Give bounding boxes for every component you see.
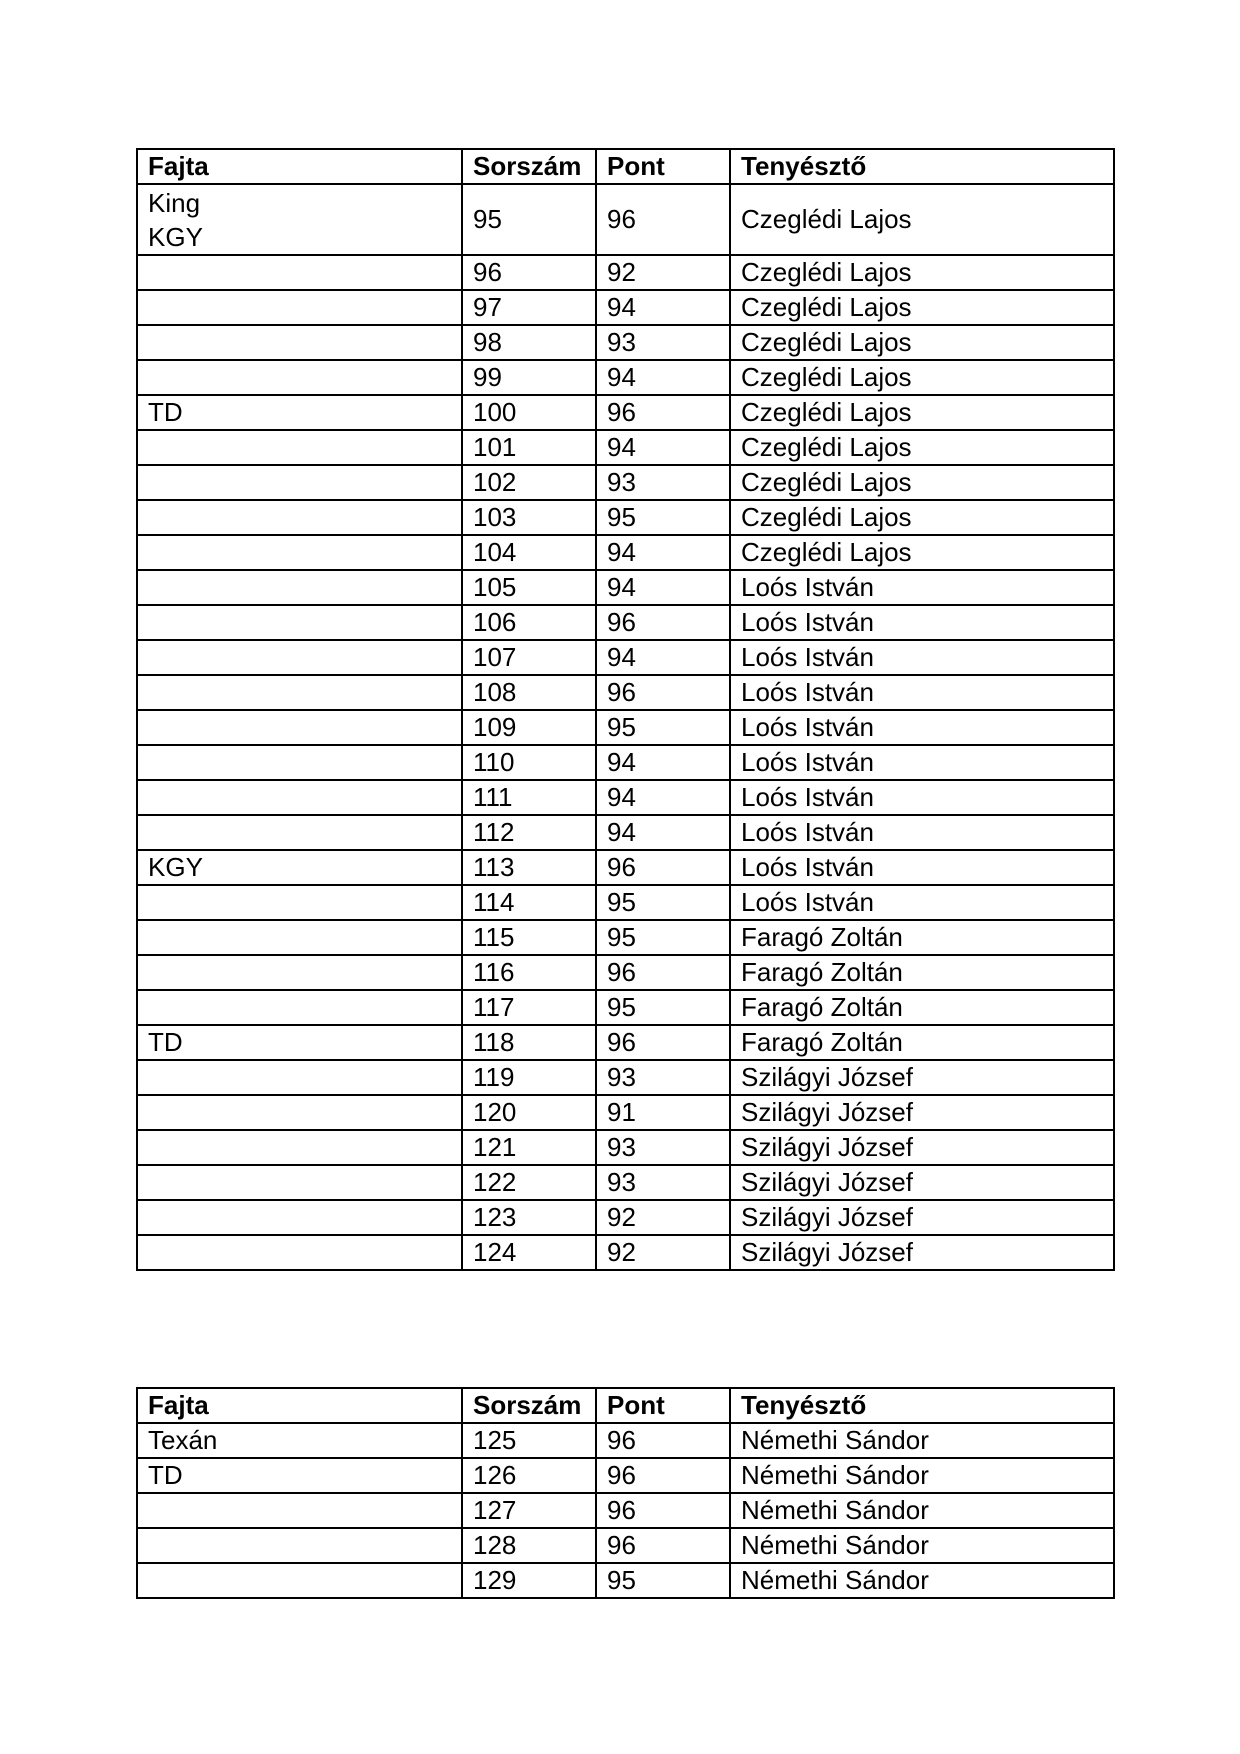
cell-tenyeszto: Szilágyi József <box>730 1200 1114 1235</box>
table-row <box>137 1493 1114 1528</box>
cell-sorszam: 124 <box>462 1235 596 1270</box>
cell-sorszam: 117 <box>462 990 596 1025</box>
cell-tenyeszto: Czeglédi Lajos <box>730 465 1114 500</box>
cell-fajta <box>137 1528 462 1563</box>
cell-sorszam: 105 <box>462 570 596 605</box>
cell-fajta: TD <box>137 395 462 430</box>
cell-fajta <box>137 1235 462 1270</box>
cell-fajta <box>137 710 462 745</box>
cell-sorszam: 115 <box>462 920 596 955</box>
table-row <box>137 675 1114 710</box>
cell-tenyeszto: Loós István <box>730 675 1114 710</box>
cell-tenyeszto: Czeglédi Lajos <box>730 255 1114 290</box>
cell-sorszam: 118 <box>462 1025 596 1060</box>
table-body <box>137 184 1114 1270</box>
cell-sorszam: 97 <box>462 290 596 325</box>
table-row <box>137 815 1114 850</box>
cell-tenyeszto: Szilágyi József <box>730 1235 1114 1270</box>
cell-tenyeszto: Czeglédi Lajos <box>730 290 1114 325</box>
cell-fajta <box>137 1060 462 1095</box>
table-row <box>137 920 1114 955</box>
table-row <box>137 605 1114 640</box>
cell-pont: 95 <box>596 885 730 920</box>
cell-tenyeszto: Loós István <box>730 815 1114 850</box>
cell-pont: 93 <box>596 465 730 500</box>
table-header <box>137 1388 1114 1423</box>
table-row <box>137 1458 1114 1493</box>
cell-fajta <box>137 465 462 500</box>
table-row <box>137 535 1114 570</box>
cell-fajta <box>137 815 462 850</box>
table-row <box>137 1095 1114 1130</box>
cell-pont: 96 <box>596 1458 730 1493</box>
table-row <box>137 395 1114 430</box>
cell-pont: 96 <box>596 184 730 255</box>
cell-pont: 92 <box>596 1200 730 1235</box>
cell-fajta <box>137 885 462 920</box>
header-pont: Pont <box>596 149 730 184</box>
cell-pont: 94 <box>596 815 730 850</box>
table-row <box>137 1130 1114 1165</box>
table-row <box>137 465 1114 500</box>
cell-tenyeszto: Loós István <box>730 570 1114 605</box>
cell-sorszam: 114 <box>462 885 596 920</box>
cell-tenyeszto: Czeglédi Lajos <box>730 500 1114 535</box>
cell-sorszam: 99 <box>462 360 596 395</box>
cell-tenyeszto: Faragó Zoltán <box>730 920 1114 955</box>
table-row <box>137 430 1114 465</box>
cell-tenyeszto: Faragó Zoltán <box>730 1025 1114 1060</box>
cell-pont: 96 <box>596 1493 730 1528</box>
header-row <box>137 1388 1114 1423</box>
cell-tenyeszto: Czeglédi Lajos <box>730 535 1114 570</box>
cell-pont: 96 <box>596 1528 730 1563</box>
cell-fajta <box>137 605 462 640</box>
cell-pont: 95 <box>596 710 730 745</box>
cell-pont: 92 <box>596 255 730 290</box>
table-row <box>137 780 1114 815</box>
cell-pont: 93 <box>596 1130 730 1165</box>
cell-sorszam: 111 <box>462 780 596 815</box>
cell-fajta <box>137 535 462 570</box>
cell-sorszam: 121 <box>462 1130 596 1165</box>
cell-fajta <box>137 360 462 395</box>
table-row <box>137 255 1114 290</box>
cell-fajta <box>137 675 462 710</box>
cell-tenyeszto: Loós István <box>730 710 1114 745</box>
cell-fajta <box>137 570 462 605</box>
cell-pont: 93 <box>596 1060 730 1095</box>
cell-fajta <box>137 1563 462 1598</box>
cell-tenyeszto: Szilágyi József <box>730 1060 1114 1095</box>
cell-tenyeszto: Czeglédi Lajos <box>730 360 1114 395</box>
results-table-1 <box>136 148 1115 1271</box>
cell-fajta <box>137 745 462 780</box>
header-sorszam: Sorszám <box>462 149 596 184</box>
cell-fajta <box>137 640 462 675</box>
cell-pont: 94 <box>596 780 730 815</box>
cell-pont: 96 <box>596 955 730 990</box>
header-fajta: Fajta <box>137 149 462 184</box>
table-body <box>137 1423 1114 1598</box>
table-row <box>137 955 1114 990</box>
cell-tenyeszto: Némethi Sándor <box>730 1423 1114 1458</box>
table-row <box>137 990 1114 1025</box>
table-row <box>137 184 1114 255</box>
table-row <box>137 290 1114 325</box>
cell-sorszam: 102 <box>462 465 596 500</box>
cell-tenyeszto: Czeglédi Lajos <box>730 430 1114 465</box>
cell-pont: 95 <box>596 990 730 1025</box>
cell-sorszam: 100 <box>462 395 596 430</box>
cell-sorszam: 120 <box>462 1095 596 1130</box>
cell-sorszam: 98 <box>462 325 596 360</box>
cell-pont: 94 <box>596 430 730 465</box>
table-row <box>137 1423 1114 1458</box>
cell-fajta <box>137 1130 462 1165</box>
cell-tenyeszto: Loós István <box>730 605 1114 640</box>
cell-tenyeszto: Szilágyi József <box>730 1130 1114 1165</box>
cell-fajta <box>137 500 462 535</box>
cell-tenyeszto: Czeglédi Lajos <box>730 325 1114 360</box>
cell-fajta <box>137 990 462 1025</box>
cell-sorszam: 128 <box>462 1528 596 1563</box>
cell-sorszam: 123 <box>462 1200 596 1235</box>
cell-sorszam: 116 <box>462 955 596 990</box>
cell-sorszam: 107 <box>462 640 596 675</box>
cell-pont: 96 <box>596 850 730 885</box>
cell-fajta <box>137 780 462 815</box>
cell-sorszam: 129 <box>462 1563 596 1598</box>
cell-tenyeszto: Faragó Zoltán <box>730 955 1114 990</box>
cell-tenyeszto: Némethi Sándor <box>730 1528 1114 1563</box>
cell-tenyeszto: Loós István <box>730 745 1114 780</box>
table-row <box>137 325 1114 360</box>
cell-pont: 96 <box>596 1423 730 1458</box>
table-row <box>137 1165 1114 1200</box>
cell-fajta <box>137 1095 462 1130</box>
header-tenyeszto: Tenyésztő <box>730 1388 1114 1423</box>
cell-tenyeszto: Némethi Sándor <box>730 1493 1114 1528</box>
cell-fajta <box>137 325 462 360</box>
cell-tenyeszto: Czeglédi Lajos <box>730 395 1114 430</box>
table-header <box>137 149 1114 184</box>
cell-pont: 96 <box>596 395 730 430</box>
cell-sorszam: 109 <box>462 710 596 745</box>
table-row <box>137 500 1114 535</box>
table-row <box>137 850 1114 885</box>
cell-pont: 96 <box>596 1025 730 1060</box>
cell-fajta: Texán <box>137 1423 462 1458</box>
cell-sorszam: 113 <box>462 850 596 885</box>
cell-sorszam: 95 <box>462 184 596 255</box>
cell-tenyeszto: Némethi Sándor <box>730 1563 1114 1598</box>
cell-sorszam: 127 <box>462 1493 596 1528</box>
table-row <box>137 1060 1114 1095</box>
cell-pont: 93 <box>596 325 730 360</box>
cell-pont: 94 <box>596 290 730 325</box>
cell-fajta: TD <box>137 1025 462 1060</box>
cell-pont: 92 <box>596 1235 730 1270</box>
cell-fajta: KGY <box>137 850 462 885</box>
table-row <box>137 710 1114 745</box>
cell-tenyeszto: Faragó Zoltán <box>730 990 1114 1025</box>
cell-tenyeszto: Némethi Sándor <box>730 1458 1114 1493</box>
cell-pont: 93 <box>596 1165 730 1200</box>
table-row <box>137 570 1114 605</box>
cell-pont: 94 <box>596 360 730 395</box>
cell-fajta <box>137 430 462 465</box>
cell-fajta: TD <box>137 1458 462 1493</box>
cell-fajta <box>137 920 462 955</box>
cell-pont: 96 <box>596 605 730 640</box>
cell-pont: 91 <box>596 1095 730 1130</box>
header-fajta: Fajta <box>137 1388 462 1423</box>
cell-fajta <box>137 955 462 990</box>
cell-pont: 95 <box>596 500 730 535</box>
table-row <box>137 1528 1114 1563</box>
cell-pont: 94 <box>596 640 730 675</box>
table-row <box>137 1563 1114 1598</box>
cell-pont: 96 <box>596 675 730 710</box>
cell-pont: 94 <box>596 535 730 570</box>
results-table-2 <box>136 1387 1115 1599</box>
header-row <box>137 149 1114 184</box>
cell-pont: 95 <box>596 1563 730 1598</box>
cell-sorszam: 96 <box>462 255 596 290</box>
cell-sorszam: 126 <box>462 1458 596 1493</box>
cell-fajta <box>137 290 462 325</box>
cell-sorszam: 106 <box>462 605 596 640</box>
cell-sorszam: 119 <box>462 1060 596 1095</box>
cell-fajta <box>137 1493 462 1528</box>
table-row <box>137 1235 1114 1270</box>
cell-fajta <box>137 1165 462 1200</box>
header-pont: Pont <box>596 1388 730 1423</box>
cell-pont: 95 <box>596 920 730 955</box>
cell-tenyeszto: Szilágyi József <box>730 1165 1114 1200</box>
cell-tenyeszto: Loós István <box>730 885 1114 920</box>
cell-tenyeszto: Loós István <box>730 850 1114 885</box>
cell-fajta <box>137 255 462 290</box>
table-row <box>137 1200 1114 1235</box>
cell-sorszam: 103 <box>462 500 596 535</box>
header-tenyeszto: Tenyésztő <box>730 149 1114 184</box>
table-row <box>137 1025 1114 1060</box>
cell-pont: 94 <box>596 745 730 780</box>
cell-tenyeszto: Szilágyi József <box>730 1095 1114 1130</box>
cell-tenyeszto: Loós István <box>730 640 1114 675</box>
cell-tenyeszto: Loós István <box>730 780 1114 815</box>
cell-sorszam: 101 <box>462 430 596 465</box>
cell-sorszam: 112 <box>462 815 596 850</box>
cell-sorszam: 122 <box>462 1165 596 1200</box>
header-sorszam: Sorszám <box>462 1388 596 1423</box>
cell-sorszam: 125 <box>462 1423 596 1458</box>
table-row <box>137 360 1114 395</box>
cell-tenyeszto: Czeglédi Lajos <box>730 184 1114 255</box>
table-row <box>137 885 1114 920</box>
cell-fajta: King KGY <box>137 184 462 255</box>
cell-fajta <box>137 1200 462 1235</box>
cell-sorszam: 104 <box>462 535 596 570</box>
cell-sorszam: 110 <box>462 745 596 780</box>
cell-pont: 94 <box>596 570 730 605</box>
table-row <box>137 640 1114 675</box>
cell-sorszam: 108 <box>462 675 596 710</box>
table-row <box>137 745 1114 780</box>
